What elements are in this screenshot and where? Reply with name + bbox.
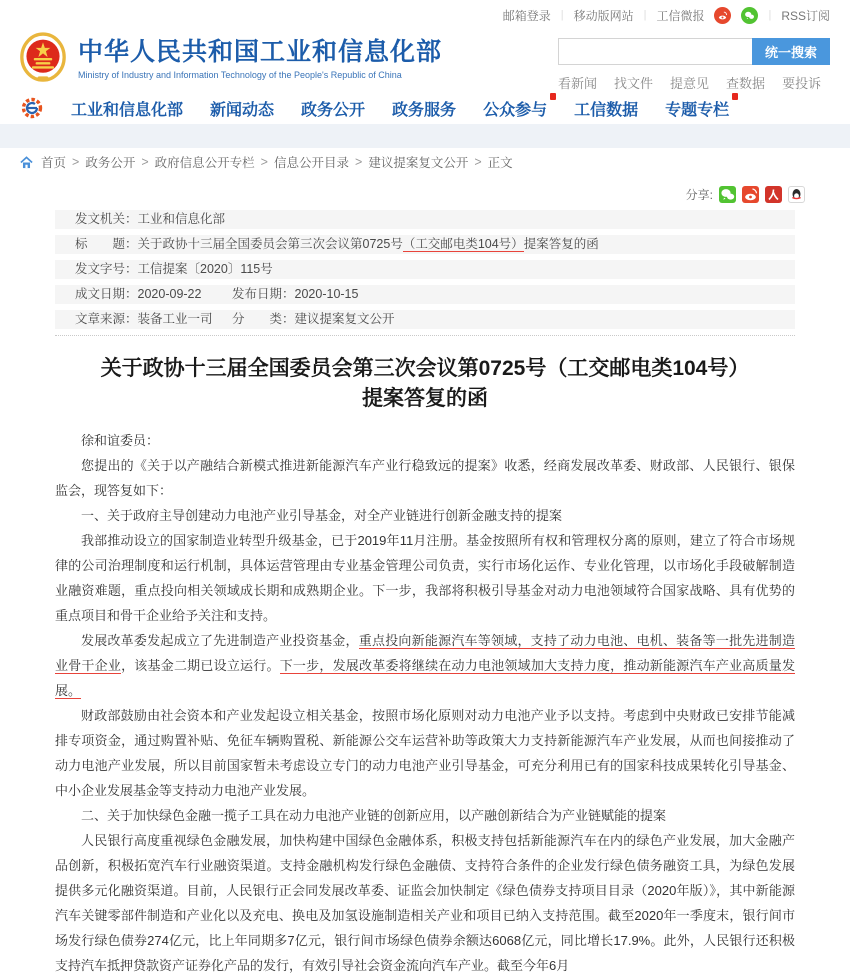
nav-item-public-participation[interactable]: [483, 97, 547, 120]
meta-title-value: [138, 235, 599, 254]
meta-date-published-value: 2020-10-15: [294, 287, 359, 301]
meta-category-value: 建议提案复文公开: [294, 312, 395, 326]
article-section-heading-2: 二、关于加快绿色金融一揽子工具在动力电池产业链的创新应用，以产融创新结合为产业链赋能的提案: [81, 808, 667, 823]
article-title: 关于政协十三届全国委员会第三次会议第0725号（工交邮电类104号）提案答复的函: [100, 357, 750, 410]
topbar-link-mobile-site[interactable]: 移动版网站: [573, 8, 634, 23]
meta-category-label: 分 类：: [232, 312, 295, 326]
main-content: [45, 176, 805, 978]
breadcrumb-gov-info[interactable]: 政务公开: [85, 156, 136, 170]
breadcrumb-separator: >: [260, 155, 268, 169]
paragraph-2-underlined-1: 重点投向新能源汽车等领域，支持了动力电池、电机、装备等一批先进制造业骨干企业: [55, 633, 795, 673]
article-paragraph-4: 人民银行高度重视绿色金融发展，加快构建中国绿色金融体系，积极支持包括新能源汽车在内的绿色产业发展，加大金融产品创新，积极拓宽汽车行业融资渠道。支持金融机构发行绿色金融债、支持符合条件的企业发行绿色债务融资工具，为绿色发展提供多元化融资渠道。目前，人民银行正会同发展改革委、证监会加快制定《绿色债券支持项目目录（2020年版）》，其中新能源汽车关键零部件制造和产业化以及充电、换电及加氢设施制造相关产业和项目已纳入支持范围。截至2020年一季度末，银行间市场发行绿色债券274亿元，比上年同期多7亿元，银行间市场绿色债券余额达6068亿元，同比增长17.9%。此外，人民银行还积极支持汽车抵押贷款资产证券化产品的发行，有效引导社会资金流向汽车产业。截至今年6月: [55, 833, 795, 973]
share-label: 分享:: [685, 187, 713, 202]
people-share-icon[interactable]: [765, 186, 782, 203]
topbar-separator: |: [560, 9, 564, 21]
nav-item-label: 政务公开: [301, 101, 366, 119]
breadcrumb-current-page: 正文: [487, 156, 513, 170]
home-icon: [20, 156, 33, 169]
meta-title-label: 标 题：: [75, 237, 138, 251]
breadcrumb-separator: >: [141, 155, 149, 169]
quick-link-suggest[interactable]: 提意见: [670, 76, 710, 91]
nav-item-label: 政务服务: [392, 101, 457, 119]
breadcrumb: [20, 148, 830, 176]
topbar-link-mail-login[interactable]: 邮箱登录: [502, 8, 551, 23]
nav-item-gov-services[interactable]: [392, 97, 456, 120]
topbar-link-gongxin-weibo[interactable]: 工信微报: [656, 8, 705, 23]
hot-badge-icon: [550, 93, 556, 100]
search-button[interactable]: 统一搜索: [752, 38, 830, 65]
site-logo-link[interactable]: [20, 32, 442, 84]
national-emblem-icon: [20, 32, 66, 84]
breadcrumb-separator: >: [355, 155, 363, 169]
meta-date-published-label: 发布日期：: [232, 287, 295, 301]
wechat-share-icon[interactable]: [719, 186, 736, 203]
nav-item-label: 工信数据: [574, 101, 639, 119]
paragraph-2-text: 发展改革委发起成立了先进制造产业投资基金，: [81, 633, 359, 648]
meta-date-written-label: 成文日期：: [75, 287, 138, 301]
meta-issuer-label: 发文机关：: [75, 212, 138, 226]
quick-link-complaint[interactable]: 要投诉: [782, 76, 822, 91]
nav-item-home[interactable]: [71, 97, 183, 120]
site-title: 中华人民共和国工业和信息化部: [78, 37, 443, 66]
meta-row-doc-number: [55, 260, 795, 279]
paragraph-2-underlined-2: 下一步，发展改革委将继续在动力电池领域加大支持力度，推动新能源汽车产业高质量发展。: [55, 658, 795, 698]
nav-item-label: 专题专栏: [665, 101, 730, 119]
article-paragraph-intro: 您提出的《关于以产融结合新模式推进新能源汽车产业行稳致远的提案》收悉，经商发展改革委、财政部、人民银行、银保监会，现答复如下：: [55, 458, 795, 498]
article-paragraph-3: 财政部鼓励由社会资本和产业发起设立相关基金，按照市场化原则对动力电池产业予以支持。考虑到中央财政已安排节能减排专项资金，通过购置补贴、免征车辆购置税、新能源公交车运营补助等政策大力支持新能源汽车产业发展，从而也间接推动了动力电池产业发展，所以目前国家暂未考虑设立专门的动力电池产业引导基金，可充分利用已有的国家科技成果转化引导基金、中小企业发展基金等支持动力电池产业发展。: [55, 708, 795, 798]
nav-item-label: 工业和信息化部: [71, 101, 184, 119]
quick-link-news[interactable]: 看新闻: [558, 76, 598, 91]
quick-link-files[interactable]: 找文件: [614, 76, 654, 91]
site-subtitle: Ministry of Industry and Information Technology of the People's Republic of China: [78, 69, 402, 80]
search-area: [558, 38, 830, 92]
weibo-icon[interactable]: [714, 7, 731, 24]
topbar: [0, 0, 850, 30]
article-body: [55, 428, 795, 978]
topbar-separator: |: [643, 9, 647, 21]
meta-title-highlighted: （工交邮电类104号）: [402, 237, 524, 251]
breadcrumb-separator: >: [72, 155, 80, 169]
document-meta-table: [55, 210, 795, 329]
nav-item-news[interactable]: [210, 97, 274, 120]
meta-number-label: 发文字号：: [75, 262, 138, 276]
breadcrumb-info-catalog[interactable]: 信息公开目录: [273, 156, 349, 170]
dotted-divider: [55, 335, 795, 336]
article-paragraph-2: [55, 628, 795, 703]
article-section-heading-1: 一、关于政府主导创建动力电池产业引导基金，对全产业链进行创新金融支持的提案: [81, 508, 563, 523]
article-salutation: 徐和谊委员：: [81, 433, 160, 448]
hot-badge-icon: [732, 93, 738, 100]
article-paragraph-1: 我部推动设立的国家制造业转型升级基金，已于2019年11月注册。基金按照所有权和管理权分离的原则，建立了符合市场规律的公司治理制度和运行机制，具体运营管理由专业基金管理公司负责，实行市场化运作、专业化管理，以市场化手段破解制造业融资难题，重点投向相关领域成长期和成熟期企业。下一步，我部将积极引导基金对动力电池领域符合国家战略、具有优势的重点项目和骨干企业给予关注和支持。: [55, 533, 795, 623]
share-row: [45, 176, 805, 206]
qq-share-icon[interactable]: [788, 186, 805, 203]
miit-gear-logo-icon[interactable]: [20, 96, 44, 120]
nav-item-gov-info[interactable]: [301, 97, 365, 120]
wechat-icon[interactable]: [741, 7, 758, 24]
nav-item-miit-data[interactable]: [574, 97, 638, 120]
meta-row-issuer: [55, 210, 795, 229]
meta-row-dates: [55, 285, 795, 304]
nav-item-label: 公众参与: [483, 101, 548, 119]
site-header: [20, 30, 830, 92]
topbar-link-rss[interactable]: RSS订阅: [781, 8, 830, 23]
topbar-separator: |: [768, 9, 772, 21]
breadcrumb-info-disclosure[interactable]: 政府信息公开专栏: [154, 156, 255, 170]
meta-title-post: 提案答复的函: [523, 237, 599, 251]
main-nav: [20, 92, 830, 124]
nav-item-label: 新闻动态: [210, 101, 275, 119]
paragraph-2-text: ，该基金二期已设立运行。: [121, 658, 280, 673]
breadcrumb-proposal-replies[interactable]: 建议提案复文公开: [368, 156, 469, 170]
meta-number-value: 工信提案〔2020〕115号: [137, 262, 273, 276]
meta-title-pre: 关于政协十三届全国委员会第三次会议第0725号: [137, 237, 403, 251]
meta-issuer-value: 工业和信息化部: [137, 212, 226, 226]
meta-source-value: 装备工业一司: [137, 312, 213, 326]
nav-item-special-topics[interactable]: [665, 97, 729, 120]
breadcrumb-home[interactable]: 首页: [41, 156, 67, 170]
meta-source-label: 文章来源：: [75, 312, 138, 326]
meta-row-title: [55, 235, 795, 254]
meta-date-written-value: 2020-09-22: [137, 287, 202, 301]
search-input[interactable]: [558, 38, 752, 65]
weibo-share-icon[interactable]: [742, 186, 759, 203]
breadcrumb-separator: >: [474, 155, 482, 169]
meta-row-source-category: [55, 310, 795, 329]
quick-link-data[interactable]: 查数据: [726, 76, 766, 91]
divider-band: [0, 124, 850, 148]
